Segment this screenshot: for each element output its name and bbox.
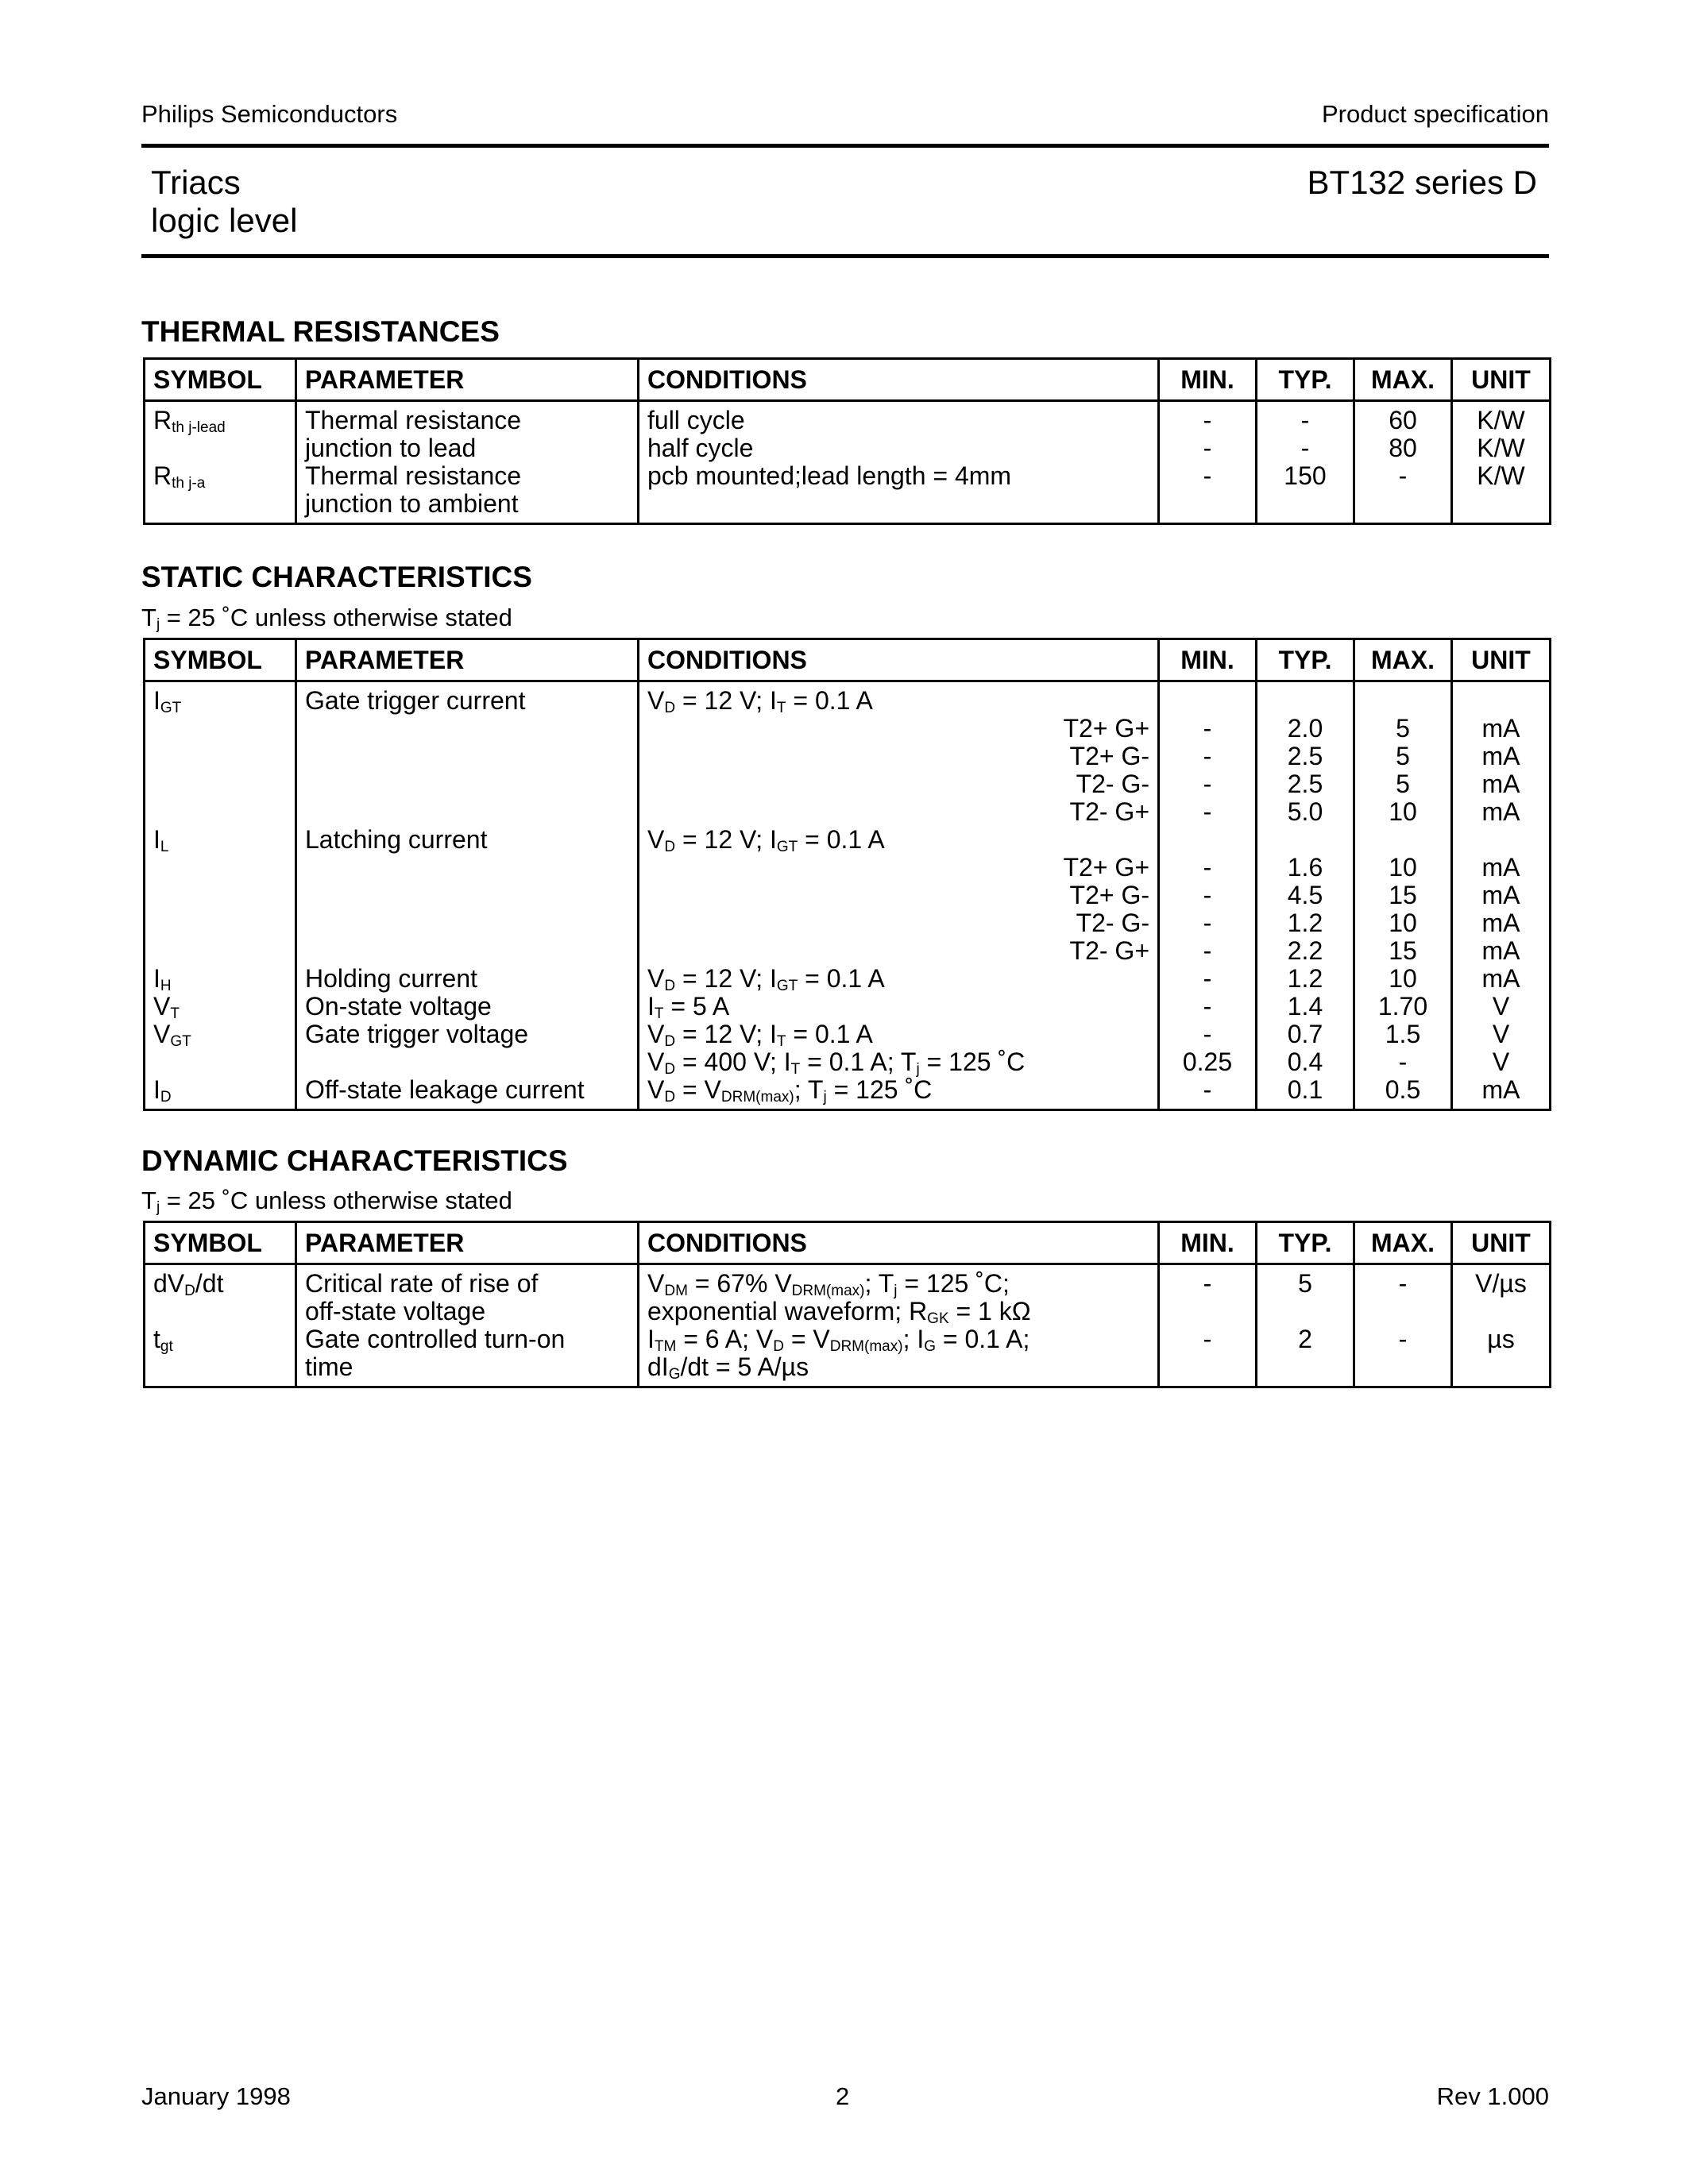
header-rule	[141, 144, 1549, 148]
col-max: MAX.	[1354, 1222, 1452, 1264]
max-cell: 60 80 -	[1354, 401, 1452, 524]
title-rule	[141, 254, 1549, 258]
document-type: Product specification	[1321, 100, 1549, 128]
parameter-cell: Gate trigger current Latching current Holding current On-state voltage Gate trigger voltage Off-state leakage current	[296, 681, 639, 1110]
product-title-line2: logic level	[151, 202, 298, 239]
col-parameter: PARAMETER	[296, 359, 639, 401]
static-heading: STATIC CHARACTERISTICS	[141, 561, 532, 593]
col-unit: UNIT	[1452, 1222, 1551, 1264]
col-conditions: CONDITIONS	[639, 359, 1159, 401]
unit-cell: K/W K/W K/W	[1452, 401, 1551, 524]
typ-cell: - - 150	[1257, 401, 1354, 524]
max-cell: 5 5 5 10 10 15 10 15 10 1.70 1.5 - 0.5	[1354, 681, 1452, 1110]
product-title	[151, 164, 297, 240]
typ-cell: 5 2	[1257, 1264, 1354, 1387]
table-row	[145, 401, 1551, 524]
page-number: 2	[836, 2082, 850, 2110]
parameter-cell: Thermal resistance junction to lead Thermal resistance junction to ambient	[296, 401, 639, 524]
part-number: BT132 series D	[1307, 164, 1537, 201]
col-min: MIN.	[1159, 1222, 1257, 1264]
thermal-table	[143, 357, 1551, 525]
thermal-heading: THERMAL RESISTANCES	[141, 315, 500, 348]
conditions-cell: full cycle half cycle pcb mounted;lead length = 4mm	[639, 401, 1159, 524]
col-conditions: CONDITIONS	[639, 639, 1159, 681]
static-table	[143, 638, 1551, 1111]
col-max: MAX.	[1354, 359, 1452, 401]
footer-date: January 1998	[141, 2082, 291, 2110]
col-min: MIN.	[1159, 359, 1257, 401]
table-header-row	[145, 1222, 1551, 1264]
unit-cell: V/µs µs	[1452, 1264, 1551, 1387]
table-header-row	[145, 359, 1551, 401]
min-cell: - -	[1159, 1264, 1257, 1387]
min-cell: - - -	[1159, 401, 1257, 524]
dynamic-heading: DYNAMIC CHARACTERISTICS	[141, 1144, 568, 1177]
static-conditions-note: $T_j = 25$ ˚C unless otherwise stated	[141, 604, 512, 633]
col-symbol: SYMBOL	[145, 1222, 296, 1264]
symbol-cell: $R_{th j-lead}$ $R_{th j-a}$	[145, 401, 296, 524]
col-parameter: PARAMETER	[296, 1222, 639, 1264]
typ-cell: 2.0 2.5 2.5 5.0 1.6 4.5 1.2 2.2 1.2 1.4 0.7 0.4 0.1	[1257, 681, 1354, 1110]
conditions-cell: $V_D = 12$ V; $I_T = 0.1$ A T2+ G+ T2+ G- T2- G- T2- G+ $V_D = 12$ V; $I_{GT} = 0.1$ A T2+ G+ T2+ G- T2- G- T2- G+ $V_D = 12$ V; $I_{GT} = 0.1$ A $I_T = 5$ A $V_D = 12$ V; $I_T = 0.1$ A $V_D = 400$ V; $I_T = 0.1$ A; $T_j = 125$ ˚C $V_D = V_{DRM(max)}$; $T_j = 125$ ˚C	[639, 681, 1159, 1110]
table-row	[145, 681, 1551, 1110]
company-name: Philips Semiconductors	[141, 100, 398, 128]
footer-revision: Rev 1.000	[1436, 2082, 1549, 2110]
symbol-cell: $I_{GT}$ $I_L$ $I_H$ $V_T$ $V_{GT}$ $I_D$	[145, 681, 296, 1110]
col-typ: TYP.	[1257, 359, 1354, 401]
min-cell: - - - - - - - - - - - 0.25 -	[1159, 681, 1257, 1110]
col-typ: TYP.	[1257, 1222, 1354, 1264]
unit-cell: mA mA mA mA mA mA mA mA mA V V V mA	[1452, 681, 1551, 1110]
max-cell: - -	[1354, 1264, 1452, 1387]
col-min: MIN.	[1159, 639, 1257, 681]
dynamic-conditions-note: $T_j = 25$ ˚C unless otherwise stated	[141, 1187, 512, 1216]
conditions-cell: $V_{DM} = 67\%$ $V_{DRM(max)}$; $T_j = 125$ ˚C; exponential waveform; $R_{GK} = 1$ kΩ $I_{TM} = 6$ A; $V_D = V_{DRM(max)}$; $I_G = 0.1$ A; $dI_G/dt = 5$ A/µs	[639, 1264, 1159, 1387]
col-parameter: PARAMETER	[296, 639, 639, 681]
col-symbol: SYMBOL	[145, 639, 296, 681]
parameter-cell: Critical rate of rise of off-state voltage Gate controlled turn-on time	[296, 1264, 639, 1387]
table-row	[145, 1264, 1551, 1387]
col-unit: UNIT	[1452, 639, 1551, 681]
col-symbol: SYMBOL	[145, 359, 296, 401]
col-conditions: CONDITIONS	[639, 1222, 1159, 1264]
product-title-line1: Triacs	[151, 164, 241, 201]
col-max: MAX.	[1354, 639, 1452, 681]
col-unit: UNIT	[1452, 359, 1551, 401]
col-typ: TYP.	[1257, 639, 1354, 681]
symbol-cell: $dV_D/dt$ $t_{gt}$	[145, 1264, 296, 1387]
table-header-row	[145, 639, 1551, 681]
dynamic-table	[143, 1221, 1551, 1388]
